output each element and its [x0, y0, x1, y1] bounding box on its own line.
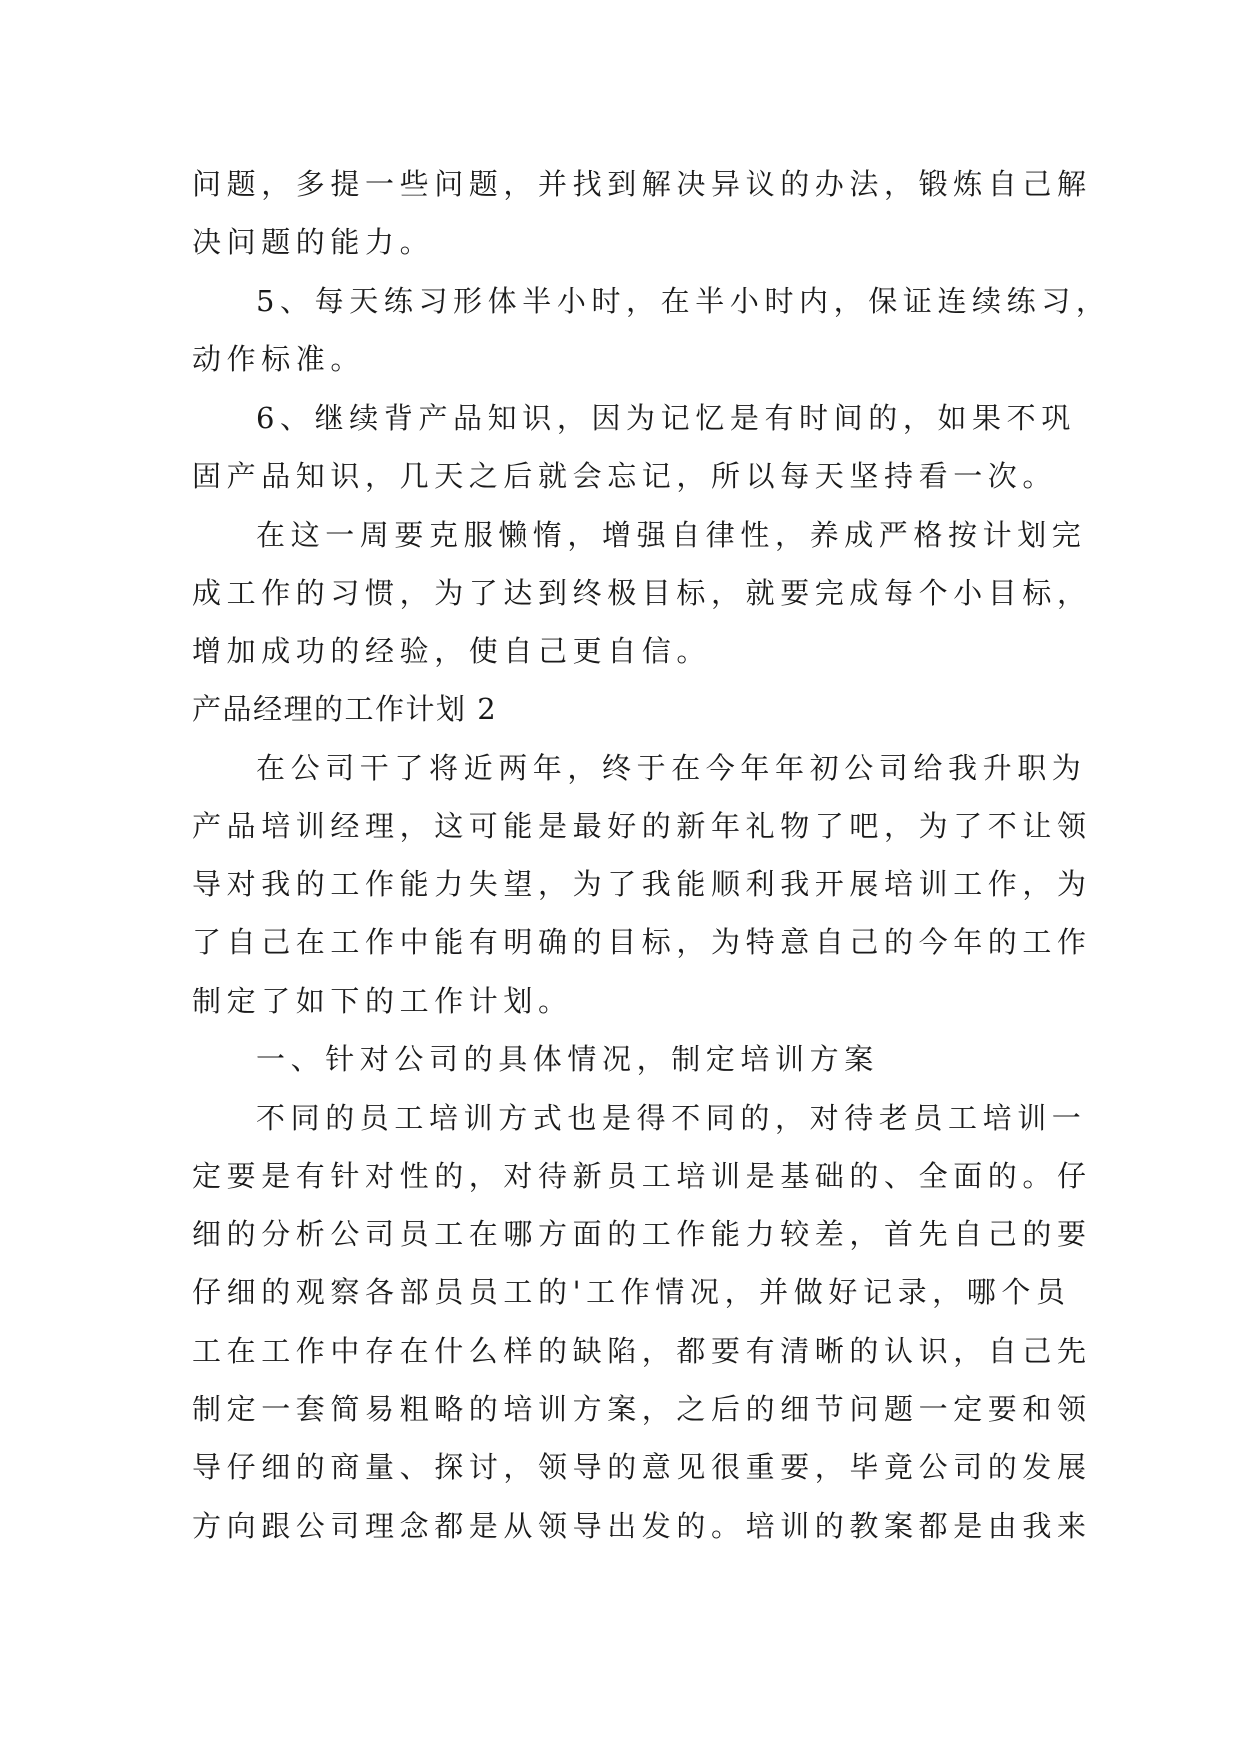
- list-item-5: 5、每天练习形体半小时，在半小时内，保证连续练习，: [256, 284, 1111, 318]
- text-line: 定要是有针对性的，对待新员工培训是基础的、全面的。仔: [192, 1159, 1092, 1193]
- text-line: 问题，多提一些问题，并找到解决异议的办法，锻炼自己解: [192, 167, 1092, 201]
- text-line: 导仔细的商量、探讨，领导的意见很重要，毕竟公司的发展: [192, 1450, 1092, 1484]
- paragraph-start: 不同的员工培训方式也是得不同的，对待老员工培训一: [256, 1101, 1087, 1135]
- text-line: 动作标准。: [192, 342, 366, 376]
- text-line: 导对我的工作能力失望，为了我能顺利我开展培训工作，为: [192, 867, 1092, 901]
- text-line: 固产品知识，几天之后就会忘记，所以每天坚持看一次。: [192, 459, 1058, 493]
- text-line: 仔细的观察各部员员工的'工作情况，并做好记录，哪个员: [192, 1275, 1071, 1309]
- text-line: 产品培训经理，这可能是最好的新年礼物了吧，为了不让领: [192, 809, 1092, 843]
- text-line: 制定一套简易粗略的培训方案，之后的细节问题一定要和领: [192, 1392, 1092, 1426]
- text-line: 细的分析公司员工在哪方面的工作能力较差，首先自己的要: [192, 1217, 1092, 1251]
- text-line: 成工作的习惯，为了达到终极目标，就要完成每个小目标，: [192, 576, 1092, 610]
- paragraph-start: 在公司干了将近两年，终于在今年年初公司给我升职为: [256, 751, 1087, 785]
- text-line: 增加成功的经验，使自己更自信。: [192, 634, 712, 668]
- text-line: 制定了如下的工作计划。: [192, 984, 573, 1018]
- section-heading: 产品经理的工作计划 2: [192, 692, 498, 726]
- subsection-heading: 一、针对公司的具体情况，制定培训方案: [256, 1042, 879, 1076]
- paragraph-start: 在这一周要克服懒惰，增强自律性，养成严格按计划完: [256, 518, 1087, 552]
- text-line: 工在工作中存在什么样的缺陷，都要有清晰的认识，自己先: [192, 1334, 1092, 1368]
- list-item-6: 6、继续背产品知识，因为记忆是有时间的，如果不巩: [256, 401, 1076, 435]
- text-line: 了自己在工作中能有明确的目标，为特意自己的今年的工作: [192, 925, 1092, 959]
- text-line: 决问题的能力。: [192, 225, 435, 259]
- text-line: 方向跟公司理念都是从领导出发的。培训的教案都是由我来: [192, 1509, 1092, 1543]
